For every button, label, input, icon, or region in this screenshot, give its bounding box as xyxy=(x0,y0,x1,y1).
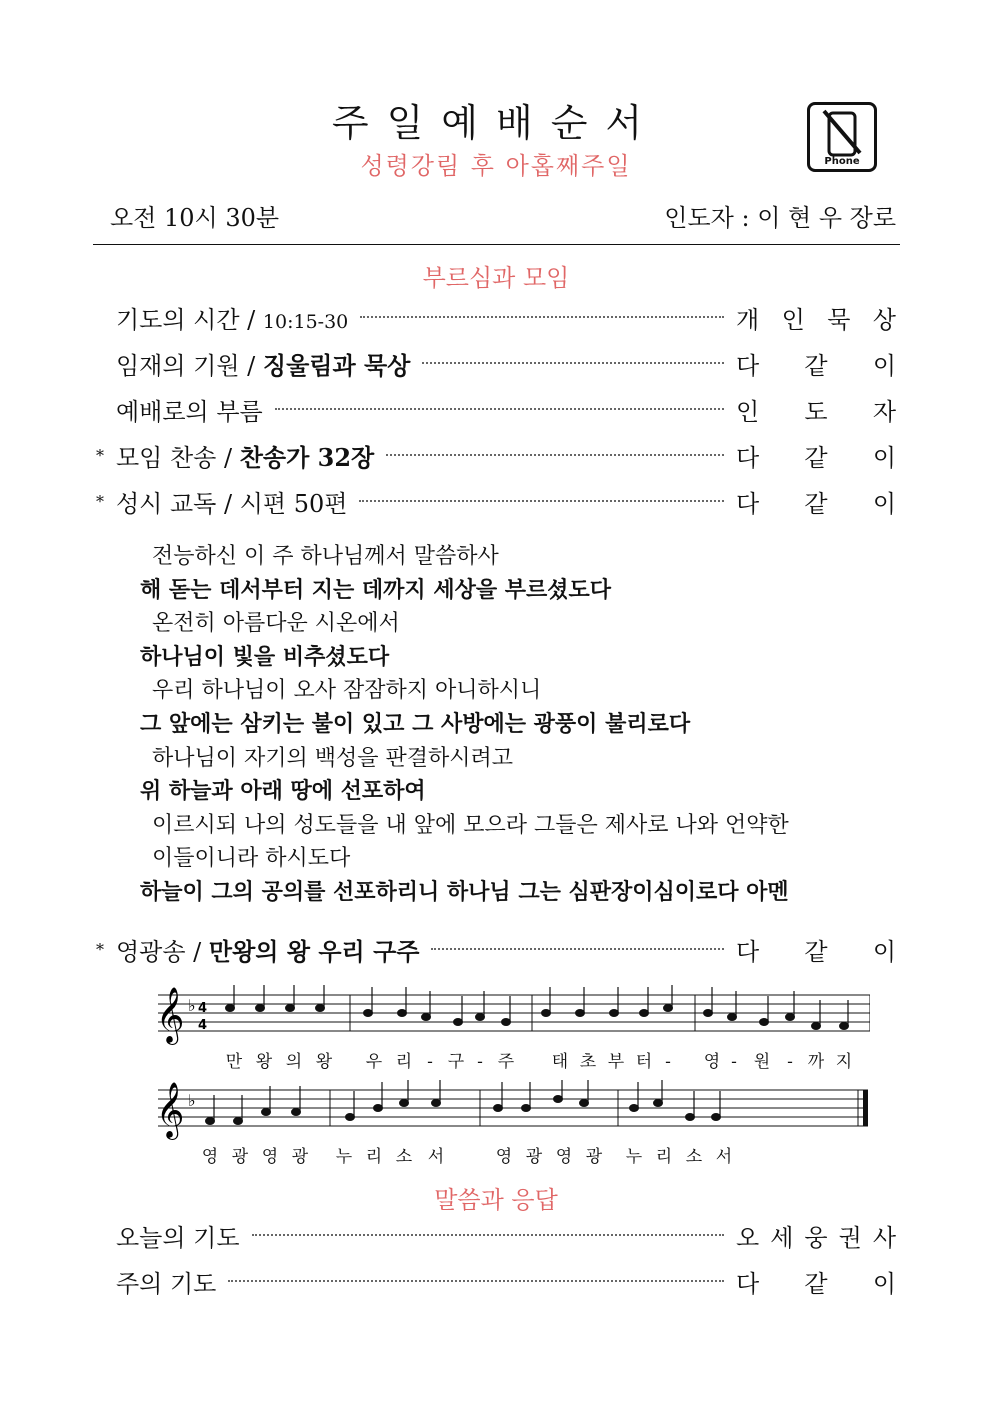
page-subtitle: 성령강림 후 아홉째주일 xyxy=(360,152,632,180)
item-name: 성시 교독 / 시편 50편 xyxy=(116,489,348,518)
lyric-syllable: 지 xyxy=(835,1052,853,1072)
item-participant: 인 도 자 xyxy=(736,397,896,426)
note-head xyxy=(576,1010,585,1017)
dot-leader xyxy=(359,500,724,502)
note-head xyxy=(494,1105,503,1112)
note-head xyxy=(292,1109,301,1116)
reading-response-line: 그 앞에는 삼키는 불이 있고 그 사방에는 광풍이 불리로다 xyxy=(140,711,691,737)
lyric-syllable: 터 xyxy=(635,1052,653,1072)
lyric-syllable: 광 xyxy=(291,1147,309,1167)
reading-leader-line: 우리 하나님이 오사 잠잠하지 아니하시니 xyxy=(152,678,542,704)
reading-leader-line: 온전히 아름다운 시온에서 xyxy=(152,611,400,637)
lyric-syllable: 리 xyxy=(655,1147,673,1167)
lyric-syllable: 원 xyxy=(753,1052,771,1072)
lyric-syllable: 우 xyxy=(365,1052,383,1072)
lyric-syllable: 초 xyxy=(579,1052,597,1072)
dot-leader xyxy=(252,1234,724,1236)
note-head xyxy=(812,1023,821,1030)
section-heading-word: 말씀과 응답 xyxy=(434,1186,558,1214)
note-head xyxy=(286,1005,295,1012)
note-head xyxy=(630,1105,639,1112)
reading-leader-line: 이들이니라 하시도다 xyxy=(152,846,351,872)
note-head xyxy=(226,1005,235,1012)
lyric-syllable: 리 xyxy=(365,1147,383,1167)
note-head xyxy=(760,1019,769,1026)
page-title: 주일예배순서 xyxy=(331,101,661,145)
lyric-syllable: 소 xyxy=(395,1147,413,1167)
note-head xyxy=(554,1096,563,1103)
lyric-syllable: 서 xyxy=(715,1147,733,1167)
note-head xyxy=(840,1023,849,1030)
standing-mark: * xyxy=(96,445,104,465)
svg-text:4: 4 xyxy=(198,1018,208,1033)
note-head xyxy=(346,1114,355,1121)
reading-leader-line: 전능하신 이 주 하나님께서 말씀하사 xyxy=(152,544,499,569)
lyric-syllable: 소 xyxy=(685,1147,703,1167)
note-head xyxy=(364,1010,373,1017)
note-head xyxy=(580,1100,589,1107)
reading-leader-line: 하나님이 자기의 백성을 판결하시려고 xyxy=(152,745,514,771)
dot-leader xyxy=(228,1280,724,1282)
no-phone-icon xyxy=(807,102,877,172)
section-heading-gathering: 부르심과 모임 xyxy=(422,264,570,292)
note-head xyxy=(262,1109,271,1116)
standing-mark: * xyxy=(96,491,104,511)
note-head xyxy=(502,1019,511,1026)
note-head xyxy=(728,1014,737,1021)
item-participant: 오 세 웅 권 사 xyxy=(736,1223,896,1252)
item-name: 기도의 시간 / xyxy=(116,305,263,334)
note-head xyxy=(234,1118,243,1125)
item-participant: 다 같 이 xyxy=(736,1269,896,1298)
note-head xyxy=(704,1010,713,1017)
lyric-syllable: 왕 xyxy=(255,1052,273,1072)
note-head xyxy=(786,1014,795,1021)
note-head xyxy=(400,1100,409,1107)
item-time: 10:15-30 xyxy=(262,310,349,333)
lyric-syllable: - xyxy=(477,1052,483,1072)
lyric-syllable: 태 xyxy=(551,1052,569,1072)
dot-leader xyxy=(386,454,724,456)
dot-leader xyxy=(431,948,724,950)
order-item xyxy=(96,346,896,380)
note-head xyxy=(374,1105,383,1112)
lyric-syllable: 누 xyxy=(335,1147,353,1167)
note-head xyxy=(454,1019,463,1026)
music-staff-line-1 xyxy=(150,985,870,1075)
reading-response-line: 해 돋는 데서부터 지는 데까지 세상을 부르셨도다 xyxy=(140,577,611,603)
note-head xyxy=(316,1005,325,1012)
reading-response-line: 위 하늘과 아래 땅에 선포하여 xyxy=(140,779,426,805)
note-head xyxy=(542,1010,551,1017)
lyric-syllable: 광 xyxy=(585,1147,603,1167)
note-head xyxy=(206,1118,215,1125)
phone-label: Phone xyxy=(824,156,860,167)
lyric-syllable: - xyxy=(787,1052,793,1072)
reading-response-line: 하나님이 빛을 비추셨도다 xyxy=(140,644,390,670)
note-head xyxy=(522,1105,531,1112)
lyric-syllable: - xyxy=(731,1052,737,1072)
note-head xyxy=(610,1010,619,1017)
svg-text:♭: ♭ xyxy=(188,1091,196,1110)
order-item xyxy=(96,484,896,518)
item-name: 예배로의 부름 xyxy=(116,397,263,426)
dot-leader xyxy=(275,408,724,410)
dot-leader xyxy=(360,316,724,318)
lyric-syllable: 서 xyxy=(427,1147,445,1167)
note-head xyxy=(712,1114,721,1121)
svg-text:♭: ♭ xyxy=(188,996,196,1015)
lyric-syllable: 부 xyxy=(607,1052,625,1072)
note-head xyxy=(422,1014,431,1021)
order-item xyxy=(96,300,896,334)
treble-clef-icon: 𝄞 xyxy=(156,1082,185,1138)
lyric-syllable: 영 xyxy=(261,1147,279,1167)
item-name: 임재의 기원 / xyxy=(116,351,263,380)
item-name: 오늘의 기도 xyxy=(116,1223,240,1252)
lyric-syllable: 영 xyxy=(201,1147,219,1167)
order-item-gloria: * 영광송 / 만왕의 왕 우리 구주 다 같 이 xyxy=(96,932,896,966)
item-participant: 다 같 이 xyxy=(736,443,896,472)
item-detail: 징울림과 묵상 xyxy=(262,350,411,380)
treble-clef-icon: 𝄞 xyxy=(156,987,185,1043)
lyric-syllable: - xyxy=(665,1052,671,1072)
item-participant: 다 같 이 xyxy=(736,351,896,380)
lyric-syllable: 광 xyxy=(525,1147,543,1167)
svg-text:4: 4 xyxy=(198,1001,208,1016)
note-head xyxy=(398,1010,407,1017)
item-name: 모임 찬송 / xyxy=(116,443,240,472)
service-time: 오전 10시 30분 xyxy=(110,204,280,232)
lyric-syllable: 리 xyxy=(395,1052,413,1072)
lyric-syllable: 의 xyxy=(285,1052,303,1072)
note-head xyxy=(654,1100,663,1107)
lyric-syllable: 영 xyxy=(495,1147,513,1167)
order-item xyxy=(116,1218,896,1252)
lyric-syllable: 영 xyxy=(555,1147,573,1167)
lyric-syllable: 까 xyxy=(807,1052,825,1072)
lyric-syllable: 광 xyxy=(231,1147,249,1167)
item-participant: 개 인 묵 상 xyxy=(736,305,896,334)
lyric-syllable: 구 xyxy=(447,1052,465,1072)
note-head xyxy=(432,1100,441,1107)
reading-response-line: 하늘이 그의 공의를 선포하리니 하나님 그는 심판장이심이로다 아멘 xyxy=(140,879,789,905)
lyric-syllable: 왕 xyxy=(315,1052,333,1072)
reading-leader-line: 이르시되 나의 성도들을 내 앞에 모으라 그들은 제사로 나와 언약한 xyxy=(152,812,789,838)
item-participant: 다 같 이 xyxy=(736,937,896,966)
order-item xyxy=(96,392,896,426)
lyric-syllable: 영 xyxy=(703,1052,721,1072)
note-head xyxy=(686,1114,695,1121)
item-name: 주의 기도 xyxy=(116,1269,217,1298)
music-staff-line-2 xyxy=(150,1080,870,1170)
note-head xyxy=(664,1005,673,1012)
order-item xyxy=(116,1264,896,1298)
item-detail: 찬송가 32장 xyxy=(239,442,375,472)
lyric-syllable: 주 xyxy=(497,1052,515,1072)
lyric-syllable: 누 xyxy=(625,1147,643,1167)
note-head xyxy=(256,1005,265,1012)
note-head xyxy=(640,1010,649,1017)
service-leader: 인도자 : 이 현 우 장로 xyxy=(664,204,896,232)
lyric-syllable: - xyxy=(427,1052,433,1072)
order-item xyxy=(96,438,896,472)
responsive-reading xyxy=(140,540,900,910)
lyric-syllable: 만 xyxy=(225,1052,243,1072)
header-divider xyxy=(93,244,900,245)
dot-leader xyxy=(422,362,724,364)
note-head xyxy=(476,1014,485,1021)
item-participant: 다 같 이 xyxy=(736,489,896,518)
